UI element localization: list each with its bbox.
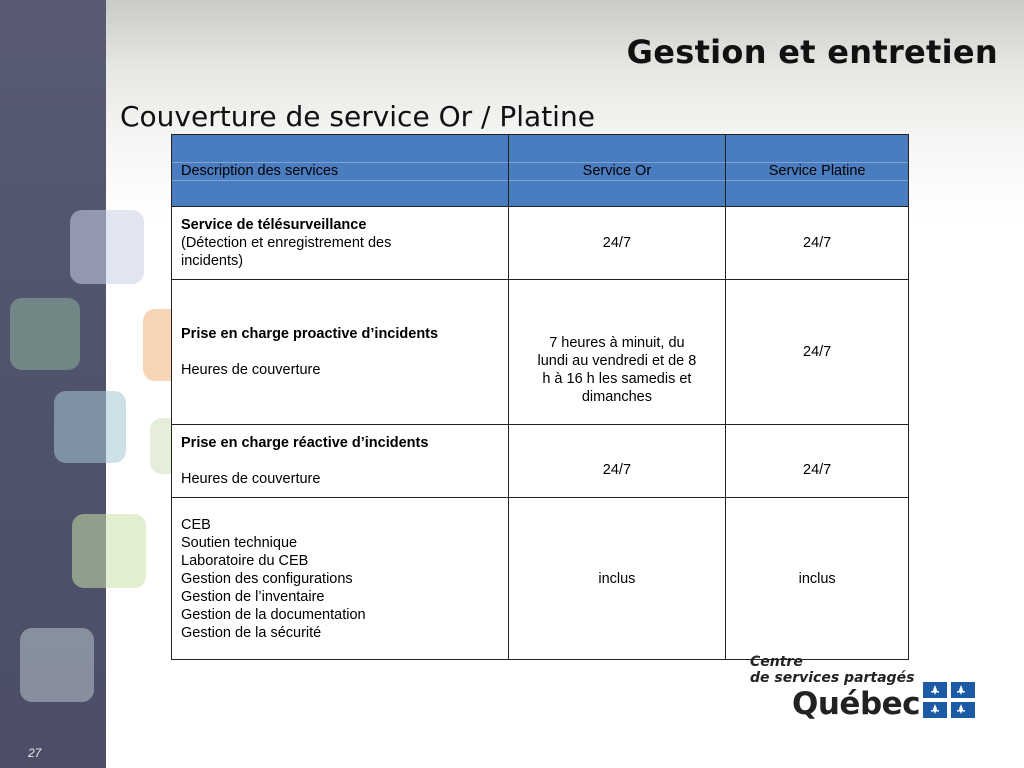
row-description [172, 425, 509, 498]
table-row [172, 498, 909, 660]
quebec-wordmark: Québec [792, 686, 921, 722]
table-row [172, 207, 909, 280]
globe-icon [70, 210, 144, 284]
megaphone-icon [54, 391, 126, 463]
cell-platine: 24/7 [726, 280, 909, 425]
row-line: (Détection et enregistrement des [181, 235, 392, 251]
header-description: Description des services [172, 135, 509, 207]
row-title: Prise en charge proactive d’incidents [181, 326, 439, 342]
row-line: Heures de couverture [181, 362, 321, 378]
service-table [171, 134, 909, 660]
cell-platine: inclus [726, 498, 909, 660]
row-description: CEB Soutien technique Laboratoire du CEB Gestion des configurations Gestion de l’inventaire Gestion de la documentation Gestion de la sécurité [172, 498, 509, 660]
table-row [172, 425, 909, 498]
header-service-or: Service Or [508, 135, 726, 207]
slide-title: Gestion et entretien [626, 33, 998, 71]
page-number: 27 [28, 746, 42, 760]
airplane-icon [20, 628, 94, 702]
cell-or: 24/7 [508, 207, 726, 280]
row-title: Service de télésurveillance [181, 217, 367, 233]
row-title: Prise en charge réactive d’incidents [181, 435, 429, 451]
cell-platine: 24/7 [726, 425, 909, 498]
table-header-row [172, 135, 909, 207]
row-description [172, 280, 509, 425]
cell-or: 24/7 [508, 425, 726, 498]
row-description [172, 207, 509, 280]
fleur-de-lis-icon [923, 682, 975, 718]
row-line: Heures de couverture [181, 471, 321, 487]
cell-or: 7 heures à minuit, du lundi au vendredi et de 8 h à 16 h les samedis et dimanches [508, 280, 726, 425]
table-row [172, 280, 909, 425]
cell-or: inclus [508, 498, 726, 660]
header-service-platine: Service Platine [726, 135, 909, 207]
muscle-icon [10, 298, 80, 370]
slide-subtitle: Couverture de service Or / Platine [120, 100, 595, 133]
csp-quebec-logo: Centre de services partagés Québec [750, 654, 980, 729]
row-line: incidents) [181, 253, 244, 269]
cart-icon [72, 514, 146, 588]
cell-platine: 24/7 [726, 207, 909, 280]
